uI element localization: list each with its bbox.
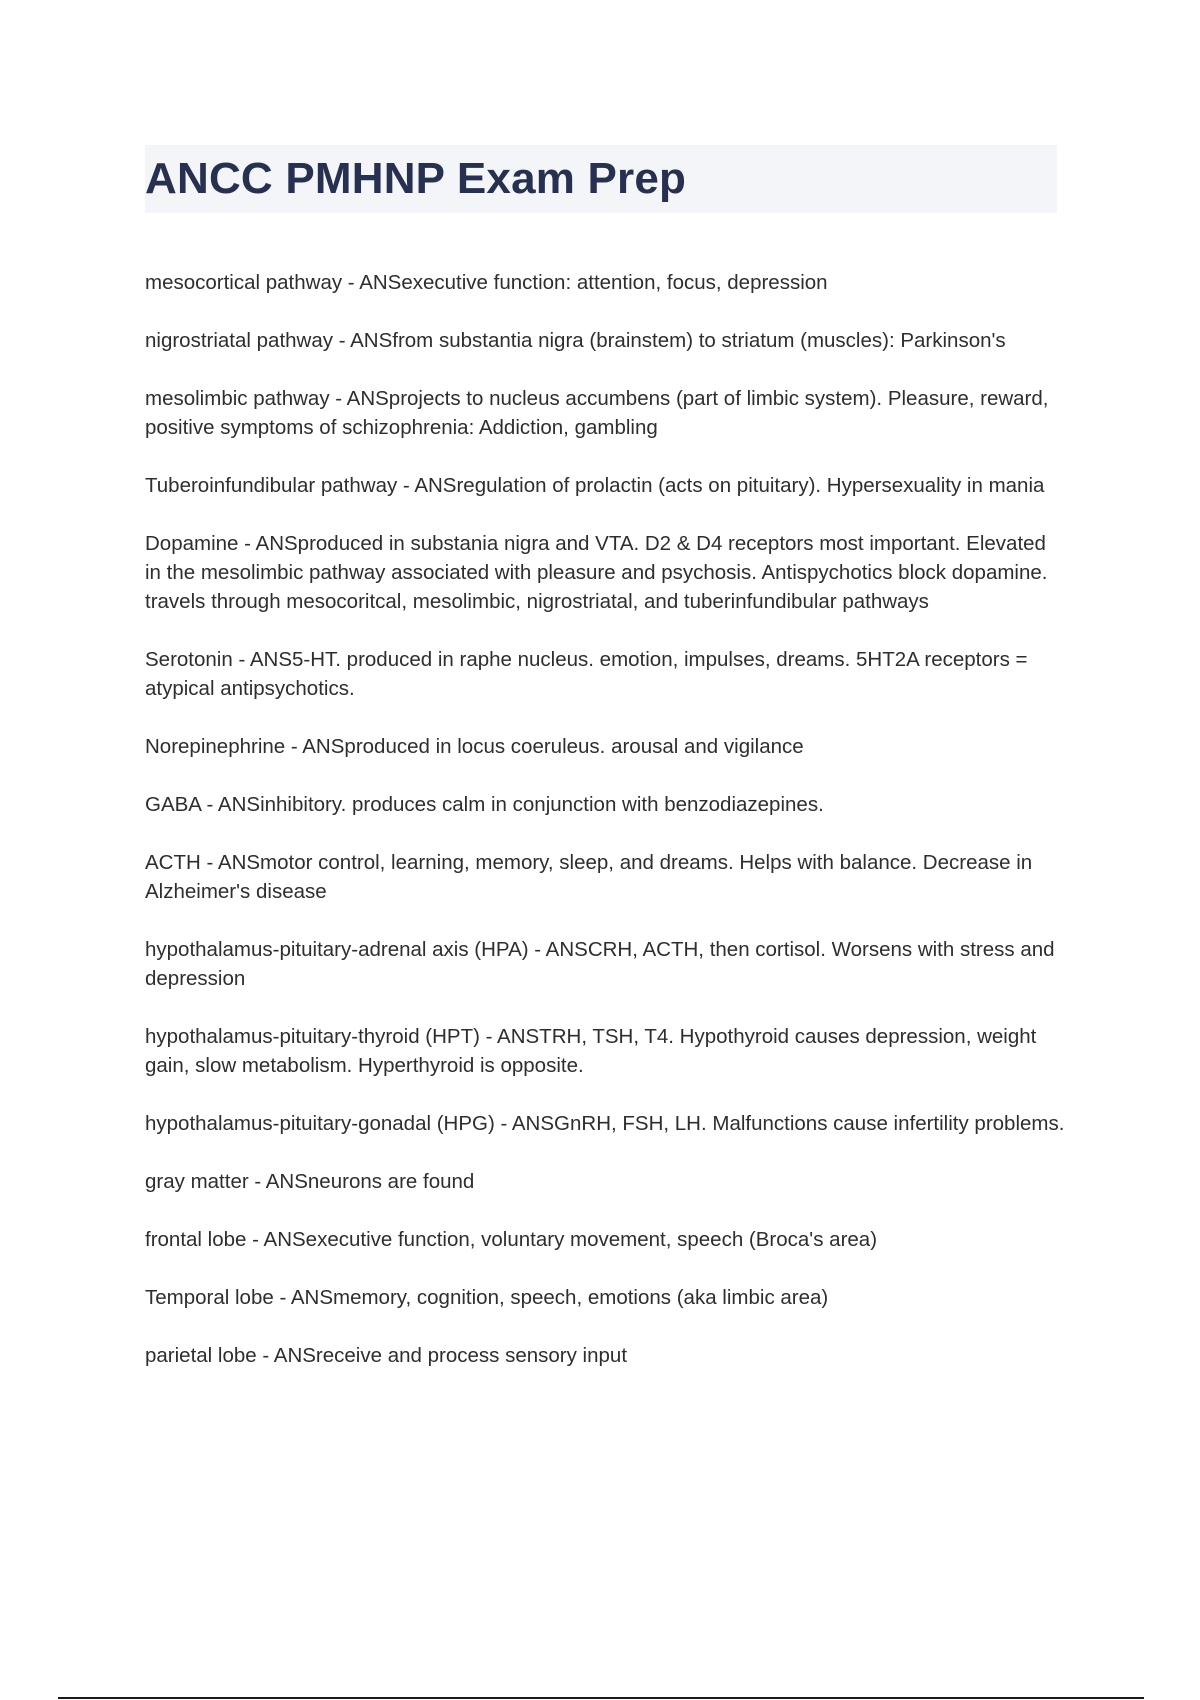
flashcard-entry: hypothalamus-pituitary-adrenal axis (HPA) - ANSCRH, ACTH, then cortisol. Worsens with stress and depression bbox=[145, 938, 1055, 990]
flashcard-entry: frontal lobe - ANSexecutive function, voluntary movement, speech (Broca's area) bbox=[145, 1228, 878, 1251]
flashcard-entry: mesolimbic pathway - ANSprojects to nucleus accumbens (part of limbic system). Pleasure, reward, positive symptoms of schizophrenia: Addiction, gambling bbox=[145, 387, 1049, 439]
flashcard-entry: hypothalamus-pituitary-thyroid (HPT) - ANSTRH, TSH, T4. Hypothyroid causes depression, weight gain, slow metabolism. Hyperthyroid is opposite. bbox=[145, 1025, 1037, 1077]
flashcard-list bbox=[145, 268, 1065, 1399]
flashcard-entry: Dopamine - ANSproduced in substania nigra and VTA. D2 & D4 receptors most important. Elevated in the mesolimbic pathway associated with pleasure and psychosis. Antispychotics block dopamine. travels through mesocoritcal, mesolimbic, nigrostriatal, and tuberinfundibular pathways bbox=[145, 532, 1048, 613]
flashcard-entry: GABA - ANSinhibitory. produces calm in conjunction with benzodiazepines. bbox=[145, 793, 824, 816]
title-banner bbox=[145, 145, 1057, 213]
footer-divider bbox=[58, 1697, 1144, 1699]
flashcard-entry: nigrostriatal pathway - ANSfrom substantia nigra (brainstem) to striatum (muscles): Parkinson's bbox=[145, 329, 1006, 352]
flashcard-entry: ACTH - ANSmotor control, learning, memory, sleep, and dreams. Helps with balance. Decrease in Alzheimer's disease bbox=[145, 851, 1033, 903]
flashcard-entry: Temporal lobe - ANSmemory, cognition, speech, emotions (aka limbic area) bbox=[145, 1286, 829, 1309]
document-title: ANCC PMHNP Exam Prep bbox=[145, 154, 687, 203]
flashcard-entry: Tuberoinfundibular pathway - ANSregulation of prolactin (acts on pituitary). Hypersexuality in mania bbox=[145, 474, 1045, 497]
flashcard-entry: Serotonin - ANS5-HT. produced in raphe nucleus. emotion, impulses, dreams. 5HT2A receptors = atypical antipsychotics. bbox=[145, 648, 1028, 700]
flashcard-entry: mesocortical pathway - ANSexecutive function: attention, focus, depression bbox=[145, 271, 828, 294]
flashcard-entry: parietal lobe - ANSreceive and process sensory input bbox=[145, 1344, 628, 1367]
flashcard-entry: gray matter - ANSneurons are found bbox=[145, 1170, 475, 1193]
flashcard-entry: Norepinephrine - ANSproduced in locus coeruleus. arousal and vigilance bbox=[145, 735, 804, 758]
flashcard-entry: hypothalamus-pituitary-gonadal (HPG) - ANSGnRH, FSH, LH. Malfunctions cause infertility problems. bbox=[145, 1112, 1065, 1135]
